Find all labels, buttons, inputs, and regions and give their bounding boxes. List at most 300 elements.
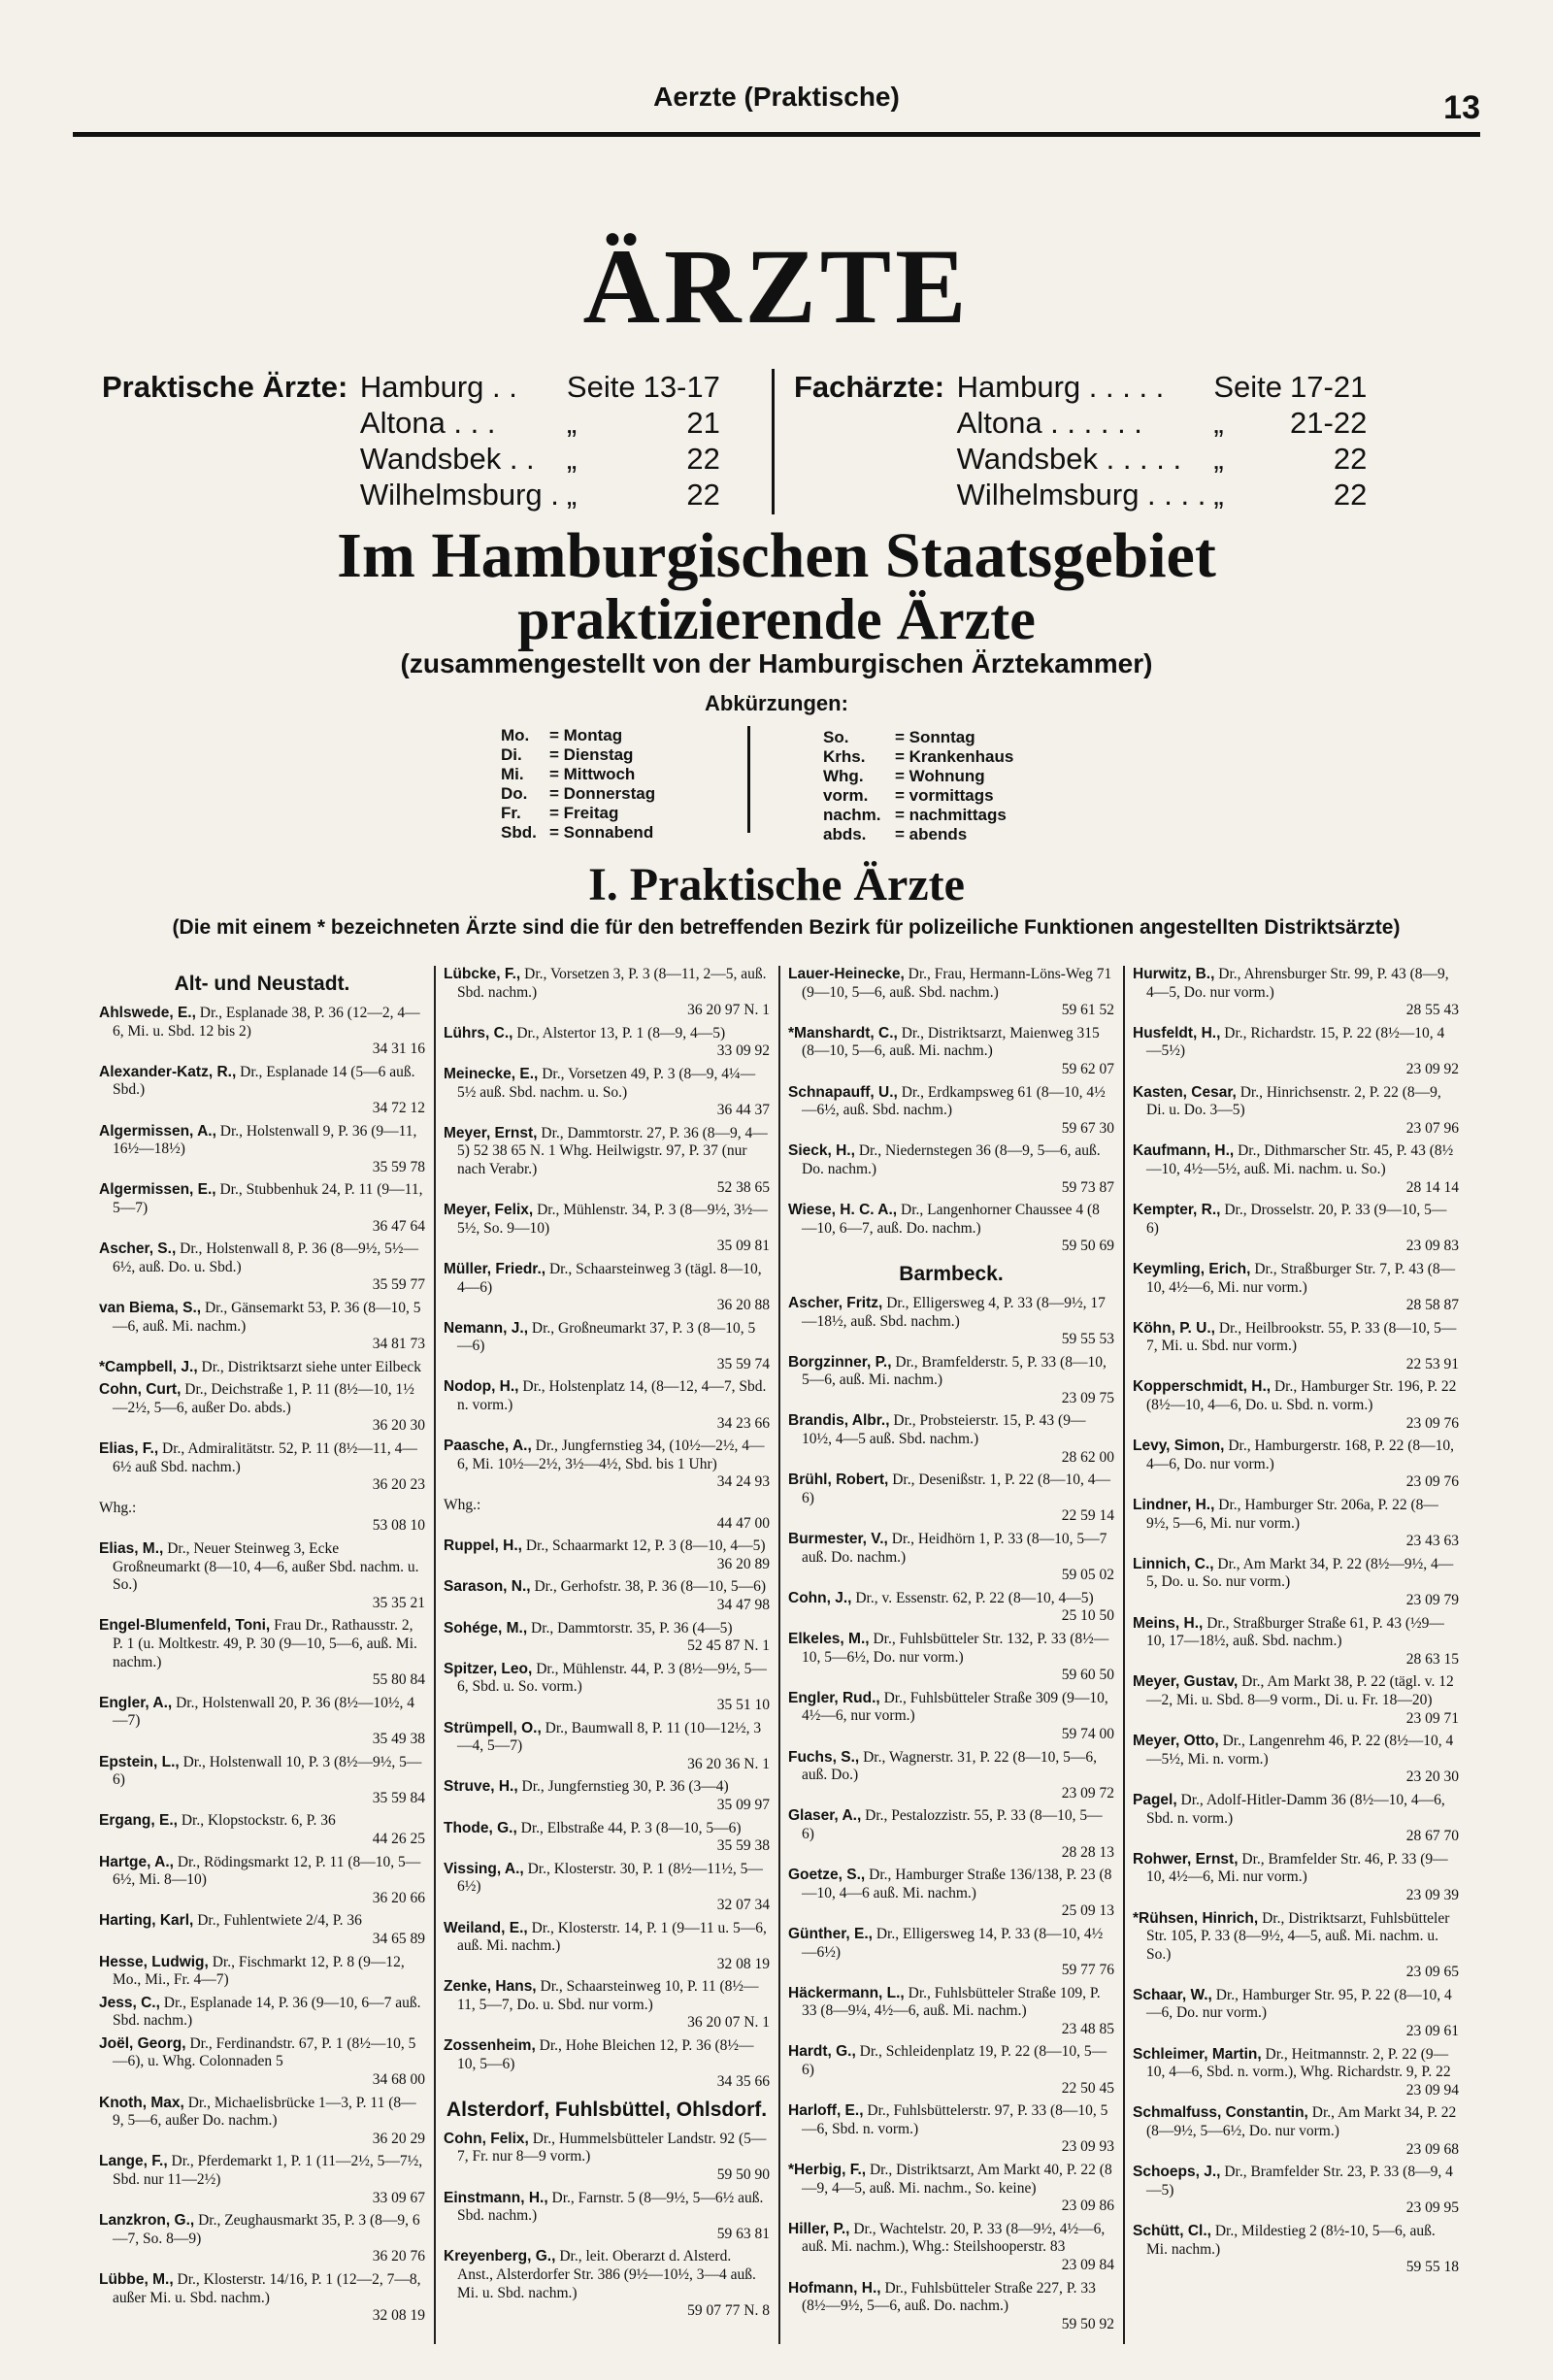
phone-number: 33 09 67	[372, 2189, 425, 2206]
doctor-entry	[99, 1300, 425, 1354]
doctor-details: Dr., Distriktsarzt, Maienweg 315 (8—10, 5—6, auß. Mi. nachm.)	[802, 1024, 1100, 1060]
doctor-entry	[99, 1695, 425, 1749]
doctor-entry	[788, 1142, 1114, 1197]
doctor-entry	[1133, 1261, 1459, 1315]
phone-number: 36 20 97 N. 1	[687, 1002, 770, 1019]
doctor-details: Dr., Am Markt 34, P. 22 (8½—9½, 4—5, Do. u. So. nur vorm.)	[1146, 1555, 1454, 1591]
toc-left-label: Praktische Ärzte:	[102, 370, 348, 404]
toc-page: 21	[686, 406, 720, 440]
doctor-name: *Herbig, F.,	[788, 2162, 867, 2179]
phone-number: 34 31 16	[372, 1041, 425, 1058]
doctor-entry	[99, 1440, 425, 1495]
phone-number: 23 09 68	[1405, 2140, 1459, 2158]
abbreviation-row	[501, 726, 655, 745]
doctor-name: Schütt, Cl.,	[1133, 2223, 1211, 2239]
phone-number: 36 20 88	[716, 1297, 770, 1314]
phone-number: 36 20 36 N. 1	[687, 1755, 770, 1772]
phone-number: 23 09 75	[1061, 1389, 1114, 1406]
doctor-details: Dr., Esplanade 14, P. 36 (9—10, 6—7 auß. Sbd. nachm.)	[113, 1994, 421, 2030]
doctor-entry	[444, 1820, 770, 1856]
toc-place: Wilhelmsburg . . . .	[956, 478, 1206, 512]
doctor-name: Kopperschmidt, H.,	[1133, 1378, 1272, 1396]
page-header	[73, 82, 1480, 140]
phone-number: 23 09 76	[1405, 1414, 1459, 1432]
doctor-name: Algermissen, A.,	[99, 1122, 216, 1140]
doctor-name: Keymling, Erich,	[1133, 1260, 1251, 1277]
doctor-details: Dr., Holstenwall 20, P. 36 (8½—10½, 4—7)	[113, 1694, 414, 1730]
doctor-entry	[444, 1720, 770, 1774]
phone-number: 22 53 91	[1405, 1355, 1459, 1372]
doctor-entry	[1133, 1851, 1459, 1905]
toc-row	[356, 477, 724, 512]
doctor-details: Dr., Dithmarscher Str. 45, P. 43 (8½—10, 4½—5½, auß. Mi. nachm. u. So.)	[1146, 1142, 1454, 1177]
phone-number: 32 07 34	[716, 1896, 770, 1913]
doctor-entry	[99, 1500, 425, 1536]
phone-number: 36 44 37	[716, 1102, 770, 1119]
doctor-details: Dr., Schaarmarkt 12, P. 3 (8—10, 4—5)	[521, 1537, 766, 1555]
doctor-name: van Biema, S.,	[99, 1299, 202, 1316]
toc-row	[356, 405, 724, 441]
phone-number: 59 50 90	[716, 2166, 770, 2184]
phone-number: 59 50 92	[1061, 2315, 1114, 2332]
doctor-entry	[1133, 2164, 1459, 2218]
running-title: Aerzte (Praktische)	[653, 82, 900, 112]
abbreviation-key: Whg.	[823, 767, 864, 785]
doctor-details: Dr., Hohe Bleichen 12, P. 36 (8½—10, 5—6)	[457, 2037, 754, 2072]
doctor-entry	[99, 1812, 425, 1848]
doctor-details: Dr., Pferdemarkt 1, P. 1 (11—2½, 5—7½, Sbd. nur 11—2½)	[113, 2153, 423, 2189]
doctor-name: Schleimer, Martin,	[1133, 2045, 1262, 2063]
doctor-name: Engel-Blumenfeld, Toni,	[99, 1617, 271, 1635]
phone-number: 59 73 87	[1061, 1178, 1114, 1196]
abbreviation-key: Mo.	[501, 726, 530, 744]
toc-left-table	[356, 369, 724, 512]
column-rule	[434, 966, 436, 2344]
doctor-entry	[99, 1005, 425, 1059]
abbreviation-row	[823, 806, 1013, 825]
toc-page: 21-22	[1290, 406, 1368, 440]
phone-number: 34 65 89	[372, 1930, 425, 1947]
abbreviation-key: Krhs.	[823, 747, 866, 766]
doctor-entry	[1133, 1910, 1459, 1982]
abbreviation-value: = Montag	[549, 726, 623, 744]
doctor-entry	[788, 1807, 1114, 1862]
doctor-details: Dr., Fischmarkt 12, P. 8 (9—12, Mo., Mi., Fr. 4—7)	[113, 1953, 405, 1989]
abbreviation-key: vorm.	[823, 786, 869, 805]
phone-number: 35 59 74	[716, 1355, 770, 1372]
doctor-name: Paasche, A.,	[444, 1438, 532, 1455]
doctor-entry	[444, 1066, 770, 1120]
doctor-details: Dr., Wagnerstr. 31, P. 22 (8—10, 5—6, auß. Do.)	[802, 1748, 1097, 1784]
phone-number: 34 47 98	[716, 1597, 770, 1613]
doctor-entry	[1133, 1556, 1459, 1610]
doctor-name: Levy, Simon,	[1133, 1438, 1225, 1455]
doctor-entry	[788, 2102, 1114, 2157]
phone-number: 44 47 00	[716, 1514, 770, 1532]
phone-number: 23 09 76	[1405, 1473, 1459, 1491]
doctor-name: Vissing, A.,	[444, 1860, 524, 1877]
phone-number: 59 61 52	[1061, 1002, 1114, 1019]
doctor-name: Thode, G.,	[444, 1819, 517, 1836]
doctor-entry	[1133, 1142, 1459, 1197]
phone-number: 23 09 93	[1061, 2138, 1114, 2156]
doctor-entry	[99, 1617, 425, 1689]
doctor-details: Dr., Straßburger Str. 7, P. 43 (8—10, 4½—6, Mi. nur vorm.)	[1146, 1260, 1456, 1296]
abbreviation-key: abds.	[823, 825, 867, 843]
phone-number: 36 20 23	[372, 1476, 425, 1494]
abbreviation-key: Di.	[501, 745, 522, 764]
abbreviation-value: = abends	[895, 825, 968, 843]
phone-number: 35 35 21	[372, 1594, 425, 1611]
doctor-name: Rohwer, Ernst,	[1133, 1850, 1239, 1868]
doctor-entry	[788, 1590, 1114, 1626]
phone-number: 35 49 38	[372, 1730, 425, 1747]
doctor-name: Müller, Friedr.,	[444, 1260, 546, 1277]
phone-number: 59 74 00	[1061, 1725, 1114, 1742]
doctor-details: Dr., Bramfelder Str. 23, P. 33 (8—9, 4—5)	[1146, 2164, 1453, 2198]
doctor-name: Köhn, P. U.,	[1133, 1319, 1215, 1337]
phone-number: 23 09 65	[1405, 1964, 1459, 1981]
doctor-name: Nodop, H.,	[444, 1378, 519, 1396]
phone-number: 23 09 95	[1405, 2199, 1459, 2217]
phone-number: 35 09 97	[716, 1796, 770, 1813]
phone-number: 36 47 64	[372, 1217, 425, 1235]
doctor-name: Günther, E.,	[788, 1925, 873, 1942]
doctor-entry	[444, 1978, 770, 2033]
abbreviation-value: = vormittags	[895, 786, 994, 805]
doctor-details: Dr., Elbstraße 44, P. 3 (8—10, 5—6)	[516, 1819, 742, 1836]
toc-right-label: Fachärzte:	[794, 370, 945, 404]
doctor-details: Dr., Jungfernstieg 30, P. 36 (3—4)	[517, 1778, 729, 1796]
doctor-details: Dr., Holstenplatz 14, (8—12, 4—7, Sbd. n. vorm.)	[457, 1378, 767, 1414]
doctor-name: Elkeles, M.,	[788, 1631, 870, 1647]
doctor-details: Dr., Fuhlentwiete 2/4, P. 36	[193, 1912, 362, 1930]
toc-divider	[772, 369, 775, 514]
doctor-entry	[1133, 1378, 1459, 1433]
doctor-entry	[788, 966, 1114, 1020]
doctor-entry	[444, 1125, 770, 1197]
phone-number: 23 09 84	[1061, 2257, 1114, 2273]
doctor-details: Dr., Rödingsmarkt 12, P. 11 (8—10, 5—6½, Mi. 8—10)	[113, 1853, 421, 1889]
doctor-entry	[444, 966, 770, 1020]
doctor-details: Dr., Drosselstr. 20, P. 33 (9—10, 5—6)	[1146, 1202, 1447, 1237]
doctor-details: Dr., v. Essenstr. 62, P. 22 (8—10, 4—5)	[851, 1589, 1094, 1606]
doctor-entry	[99, 1381, 425, 1436]
doctor-details: Dr., Probsteierstr. 15, P. 43 (9—10½, 4—5 auß. Sbd. nachm.)	[802, 1412, 1086, 1448]
abbreviation-row	[823, 767, 1013, 786]
phone-number: 59 05 02	[1061, 1567, 1114, 1584]
toc-page: 17-21	[1290, 370, 1368, 404]
toc-page: 13-17	[643, 370, 720, 404]
header-rule	[73, 132, 1480, 137]
toc-seite: Seite	[1213, 370, 1283, 404]
doctor-name: Sarason, N.,	[444, 1578, 531, 1596]
doctor-details: Dr., Admiralitätstr. 52, P. 11 (8½—11, 4—6½ auß Sbd. nachm.)	[113, 1440, 417, 1475]
doctor-details: Dr., Am Markt 38, P. 22 (tägl. v. 12—2, Mi. u. Sbd. 8—9 vorm., Di. u. Fr. 18—20)	[1146, 1673, 1454, 1708]
heading-line-1: Im Hamburgischen Staatsgebiet	[337, 520, 1216, 591]
phone-number: 36 20 07 N. 1	[687, 2014, 770, 2032]
doctor-entry	[1133, 1084, 1459, 1139]
doctor-details: Dr., Zeughausmarkt 35, P. 3 (8—9, 6—7, So. 8—9)	[113, 2212, 420, 2247]
doctor-name: Lange, F.,	[99, 2153, 168, 2170]
doctor-name: Pagel,	[1133, 1791, 1177, 1808]
doctor-name: Häckermann, L.,	[788, 1984, 905, 2001]
doctor-details: Dr., Klosterstr. 14/16, P. 1 (12—2, 7—8, außer Mi. u. Sbd. nachm.)	[113, 2271, 421, 2306]
column-rule	[1123, 966, 1125, 2344]
doctor-entry	[788, 2280, 1114, 2334]
toc-row	[953, 477, 1371, 512]
heading-line-3: (zusammengestellt von der Hamburgischen Ärztekammer)	[400, 648, 1153, 678]
heading-line-2: praktizierende Ärzte	[517, 587, 1036, 651]
doctor-entry	[99, 2212, 425, 2266]
doctor-entry	[444, 1202, 770, 1256]
toc-row	[953, 405, 1371, 441]
phone-number: 35 09 81	[716, 1238, 770, 1255]
abbreviations-divider	[747, 726, 750, 833]
doctor-entry	[788, 1025, 1114, 1079]
toc-praktische	[102, 369, 724, 512]
doctor-details: Dr., Bramfelderstr. 5, P. 33 (8—10, 5—6, auß. Mi. nachm.)	[802, 1353, 1107, 1389]
toc-seite: „	[1213, 406, 1224, 440]
phone-number: 28 55 43	[1405, 1002, 1459, 1019]
doctor-entry	[444, 1661, 770, 1715]
doctor-entry	[444, 1578, 770, 1614]
doctor-name: Harloff, E.,	[788, 2102, 864, 2120]
doctor-entry	[99, 1240, 425, 1295]
doctor-name: Kasten, Cesar,	[1133, 1083, 1237, 1101]
phone-number: 23 20 30	[1405, 1768, 1459, 1786]
doctor-name: Cohn, Curt,	[99, 1381, 182, 1399]
doctor-details: Dr., Fuhlsbütteler Str. 132, P. 33 (8½—10, 5—6½, Do. nur vorm.)	[802, 1631, 1109, 1666]
doctor-name: Einstmann, H.,	[444, 2189, 548, 2206]
doctor-name: Brandis, Albr.,	[788, 1412, 890, 1430]
doctor-name: Schnapauff, U.,	[788, 1083, 898, 1101]
doctor-details: Dr., Straßburger Straße 61, P. 43 (½9—10, 17—18½, auß. Sbd. nachm.)	[1146, 1614, 1444, 1650]
phone-number: 34 35 66	[716, 2073, 770, 2091]
doctor-details: Dr., Esplanade 38, P. 36 (12—2, 4—6, Mi. u. Sbd. 12 bis 2)	[113, 1005, 420, 1040]
toc-row	[953, 369, 1371, 405]
doctor-name: Algermissen, E.,	[99, 1181, 216, 1199]
doctor-name: Elias, F.,	[99, 1440, 159, 1458]
page-title: ÄRZTE	[582, 227, 971, 346]
doctor-name: Lindner, H.,	[1133, 1497, 1215, 1514]
doctor-details: Dr., Frau, Hermann-Löns-Weg 71 (9—10, 5—6, auß. Sbd. nachm.)	[802, 966, 1112, 1001]
phone-number: 34 24 93	[716, 1473, 770, 1491]
abbreviation-value: = Sonntag	[895, 728, 975, 746]
toc-page: 22	[686, 478, 720, 512]
doctor-entry	[1133, 1792, 1459, 1846]
doctor-entry	[444, 1920, 770, 1974]
doctor-entry	[1133, 1202, 1459, 1256]
toc-seite: „	[566, 406, 578, 440]
doctor-details: Dr., Mühlenstr. 44, P. 3 (8½—9½, 5—6, Sbd. u. So. vorm.)	[457, 1660, 767, 1696]
abbreviation-key: Mi.	[501, 765, 524, 783]
doctor-name: Schoeps, J.,	[1133, 2164, 1221, 2181]
phone-number: 23 48 85	[1061, 2020, 1114, 2037]
phone-number: 23 09 79	[1405, 1592, 1459, 1608]
toc-row	[356, 441, 724, 477]
doctor-details: Dr., Ahrensburger Str. 99, P. 43 (8—9, 4—5, Do. nur vorm.)	[1146, 966, 1449, 1001]
doctor-details: Dr., Baumwall 8, P. 11 (10—12½, 3—4, 5—7)	[457, 1719, 762, 1755]
doctor-entry	[99, 1754, 425, 1808]
phone-number: 36 20 30	[372, 1417, 425, 1435]
toc-row	[953, 441, 1371, 477]
doctor-details: Dr., Distriktsarzt siehe unter Eilbeck	[197, 1358, 421, 1375]
abbreviation-row	[501, 745, 655, 765]
doctor-entry	[99, 2271, 425, 2326]
doctor-details: Dr., Erdkampsweg 61 (8—10, 4½—6½, auß. Sbd. nachm.)	[802, 1083, 1106, 1119]
doctor-name: Strümpell, O.,	[444, 1719, 542, 1736]
doctor-name: Zenke, Hans,	[444, 1978, 537, 1996]
abbreviation-row	[823, 728, 1013, 747]
doctor-entry	[99, 1854, 425, 1908]
doctor-name: Borgzinner, P.,	[788, 1353, 892, 1371]
doctor-details: Dr., Holstenwall 8, P. 36 (8—9½, 5½—6½, auß. Do. u. Sbd.)	[113, 1240, 418, 1275]
doctor-details: Dr., Wachtelstr. 20, P. 33 (8—9½, 4½—6, auß. Mi. nachm.), Whg.: Steilshooperstr. 83	[802, 2220, 1106, 2256]
doctor-entry	[788, 2221, 1114, 2275]
toc-seite: Seite	[566, 370, 636, 404]
toc-row	[356, 369, 724, 405]
abbreviation-key: So.	[823, 728, 849, 746]
doctor-name: *Rühsen, Hinrich,	[1133, 1909, 1259, 1927]
phone-number: 28 58 87	[1405, 1297, 1459, 1314]
doctor-details: Dr., Richardstr. 15, P. 22 (8½—10, 4—5½)	[1146, 1024, 1445, 1060]
doctor-entry	[1133, 2046, 1459, 2100]
doctor-entry	[788, 2162, 1114, 2216]
doctor-details: Dr., Hinrichsenstr. 2, P. 22 (8—9, Di. u. Do. 3—5)	[1146, 1083, 1441, 1119]
doctor-entry	[444, 1261, 770, 1315]
doctor-name: Jess, C.,	[99, 1994, 160, 2011]
doctor-name: Kreyenberg, G.,	[444, 2248, 556, 2265]
doctor-name: Schmalfuss, Constantin,	[1133, 2104, 1308, 2122]
phone-number: 22 50 45	[1061, 2079, 1114, 2097]
doctor-name: Meinecke, E.,	[444, 1065, 539, 1082]
toc-place: Hamburg . .	[359, 370, 517, 404]
phone-number: 23 09 94	[1405, 2081, 1459, 2099]
doctor-entry	[444, 2190, 770, 2244]
doctor-details: Dr., Esplanade 14 (5—6 auß. Sbd.)	[113, 1063, 415, 1099]
toc-place: Altona . . . . . .	[956, 406, 1142, 440]
doctor-entry	[99, 1359, 425, 1377]
abbreviation-value: = Sonnabend	[549, 823, 654, 842]
doctor-name: Epstein, L.,	[99, 1753, 180, 1770]
doctor-name: Meyer, Felix,	[444, 1202, 534, 1219]
phone-number: 33 09 92	[716, 1042, 770, 1060]
doctor-entry	[788, 2043, 1114, 2098]
doctor-details: Dr., Vorsetzen 3, P. 3 (8—11, 2—5, auß. Sbd. nachm.)	[457, 966, 767, 1001]
doctor-details: Dr., Schaarsteinweg 3 (tägl. 8—10, 4—6)	[457, 1260, 762, 1296]
listing-column-4	[1133, 966, 1459, 2344]
doctor-entry	[444, 1320, 770, 1374]
doctor-details: Dr., Fuhlsbütteler Straße 309 (9—10, 4½—6, nur vorm.)	[802, 1689, 1108, 1725]
phone-number: 28 62 00	[1061, 1448, 1114, 1466]
abbreviations-left	[501, 726, 655, 843]
doctor-details: Dr., Klosterstr. 30, P. 1 (8½—11½, 5—6½)	[457, 1860, 763, 1896]
doctor-name: Knoth, Max,	[99, 2094, 184, 2111]
doctor-details: Dr., Niedernstegen 36 (8—9, 5—6, auß. Do. nachm.)	[802, 1142, 1101, 1177]
phone-number: 53 08 10	[372, 1517, 425, 1535]
phone-number: 52 45 87 N. 1	[687, 1637, 770, 1655]
doctor-entry	[788, 1354, 1114, 1408]
toc-place: Wandsbek . .	[359, 442, 535, 476]
doctor-entry	[444, 1620, 770, 1656]
district-heading: Barmbeck.	[899, 1262, 1004, 1285]
phone-number: 59 67 30	[1061, 1119, 1114, 1137]
doctor-entry	[1133, 1615, 1459, 1669]
phone-number: 23 07 96	[1405, 1119, 1459, 1137]
doctor-details: Whg.:	[444, 1497, 481, 1514]
doctor-entry	[1133, 1438, 1459, 1492]
toc-seite: „	[566, 478, 578, 512]
doctor-name: Hofmann, H.,	[788, 2279, 881, 2297]
doctor-name: Fuchs, S.,	[788, 1748, 860, 1766]
doctor-details: Dr., Adolf-Hitler-Damm 36 (8½—10, 4—6, Sbd. n. vorm.)	[1146, 1791, 1445, 1827]
doctor-name: Brühl, Robert,	[788, 1471, 889, 1489]
phone-number: 35 59 77	[372, 1276, 425, 1294]
doctor-details: Dr., Ferdinandstr. 67, P. 1 (8½—10, 5—6), u. Whg. Colonnaden 5	[113, 2034, 416, 2070]
toc-place: Wandsbek . . . . .	[956, 442, 1182, 476]
doctor-details: Dr., Hamburger Str. 196, P. 22 (8½—10, 4—6, Do. u. Sbd. n. vorm.)	[1146, 1378, 1457, 1414]
doctor-name: Goetze, S.,	[788, 1867, 866, 1884]
doctor-details: Dr., Heidhörn 1, P. 33 (8—10, 5—7 auß. Do. nachm.)	[802, 1531, 1107, 1566]
phone-number: 59 50 69	[1061, 1238, 1114, 1255]
abbreviation-row	[501, 765, 655, 784]
doctor-details: Dr., Langenhorner Chaussee 4 (8—10, 6—7, auß. Do. nachm.)	[802, 1202, 1100, 1237]
doctor-name: Sieck, H.,	[788, 1142, 855, 1160]
toc-page: 22	[1333, 478, 1368, 512]
abbreviation-row	[501, 804, 655, 823]
doctor-name: Ruppel, H.,	[444, 1537, 522, 1555]
doctor-entry	[788, 1202, 1114, 1256]
phone-number: 36 20 66	[372, 1889, 425, 1906]
doctor-entry	[1133, 966, 1459, 1020]
doctor-details: Dr., Dammtorstr. 27, P. 36 (8—9, 4—5) 52 38 65 N. 1 Whg. Heilwigstr. 97, P. 37 (nur nach Verabr.)	[457, 1124, 768, 1177]
doctor-name: Lübbe, M.,	[99, 2271, 174, 2288]
doctor-details: Dr., leit. Oberarzt d. Alsterd. Anst., Alsterdorfer Str. 386 (9½—10½, 3—4 auß. Mi. u. Sbd. nachm.)	[457, 2248, 756, 2301]
abbreviation-row	[501, 784, 655, 804]
phone-number: 28 67 70	[1405, 1828, 1459, 1845]
toc-place: Wilhelmsburg .	[359, 478, 559, 512]
doctor-details: Dr., Schaarsteinweg 10, P. 11 (8½—11, 5—7, Do. u. Sbd. nur vorm.)	[457, 1978, 759, 2013]
abbreviation-key: Sbd.	[501, 823, 537, 842]
phone-number: 23 09 86	[1061, 2198, 1114, 2215]
doctor-details: Dr., Hamburgerstr. 168, P. 22 (8—10, 4—6, Do. nur vorm.)	[1146, 1438, 1454, 1472]
doctor-entry	[99, 2153, 425, 2207]
doctor-entry	[1133, 2223, 1459, 2277]
doctor-details: Dr., Distriktsarzt, Am Markt 40, P. 22 (8—9, 4—5, auß. Mi. nachm., So. keine)	[802, 2162, 1112, 2197]
phone-number: 32 08 19	[716, 1955, 770, 1972]
doctor-details: Dr., Alstertor 13, P. 1 (8—9, 4—5)	[512, 1024, 726, 1041]
doctor-name: Meins, H.,	[1133, 1614, 1204, 1632]
phone-number: 35 59 78	[372, 1158, 425, 1175]
doctor-entry	[99, 1181, 425, 1236]
doctor-details: Dr., Elligersweg 4, P. 33 (8—9½, 17—18½, auß. Sbd. nachm.)	[802, 1294, 1106, 1330]
phone-number: 28 63 15	[1405, 1650, 1459, 1668]
phone-number: 35 59 38	[716, 1837, 770, 1855]
doctor-entry	[1133, 1673, 1459, 1728]
abbreviation-row	[823, 825, 1013, 844]
doctor-entry	[99, 2035, 425, 2090]
doctor-name: Lührs, C.,	[444, 1024, 513, 1041]
doctor-details: Dr., Stubbenhuk 24, P. 11 (9—11, 5—7)	[113, 1181, 423, 1216]
phone-number: 23 09 92	[1405, 1060, 1459, 1077]
abbreviation-value: = Donnerstag	[549, 784, 656, 803]
phone-number: 32 08 19	[372, 2307, 425, 2325]
doctor-name: Alexander-Katz, R.,	[99, 1063, 237, 1080]
doctor-name: Ascher, Fritz,	[788, 1294, 883, 1311]
doctor-name: Husfeldt, H.,	[1133, 1024, 1221, 1041]
district-heading: Alt- und Neustadt.	[174, 973, 350, 995]
